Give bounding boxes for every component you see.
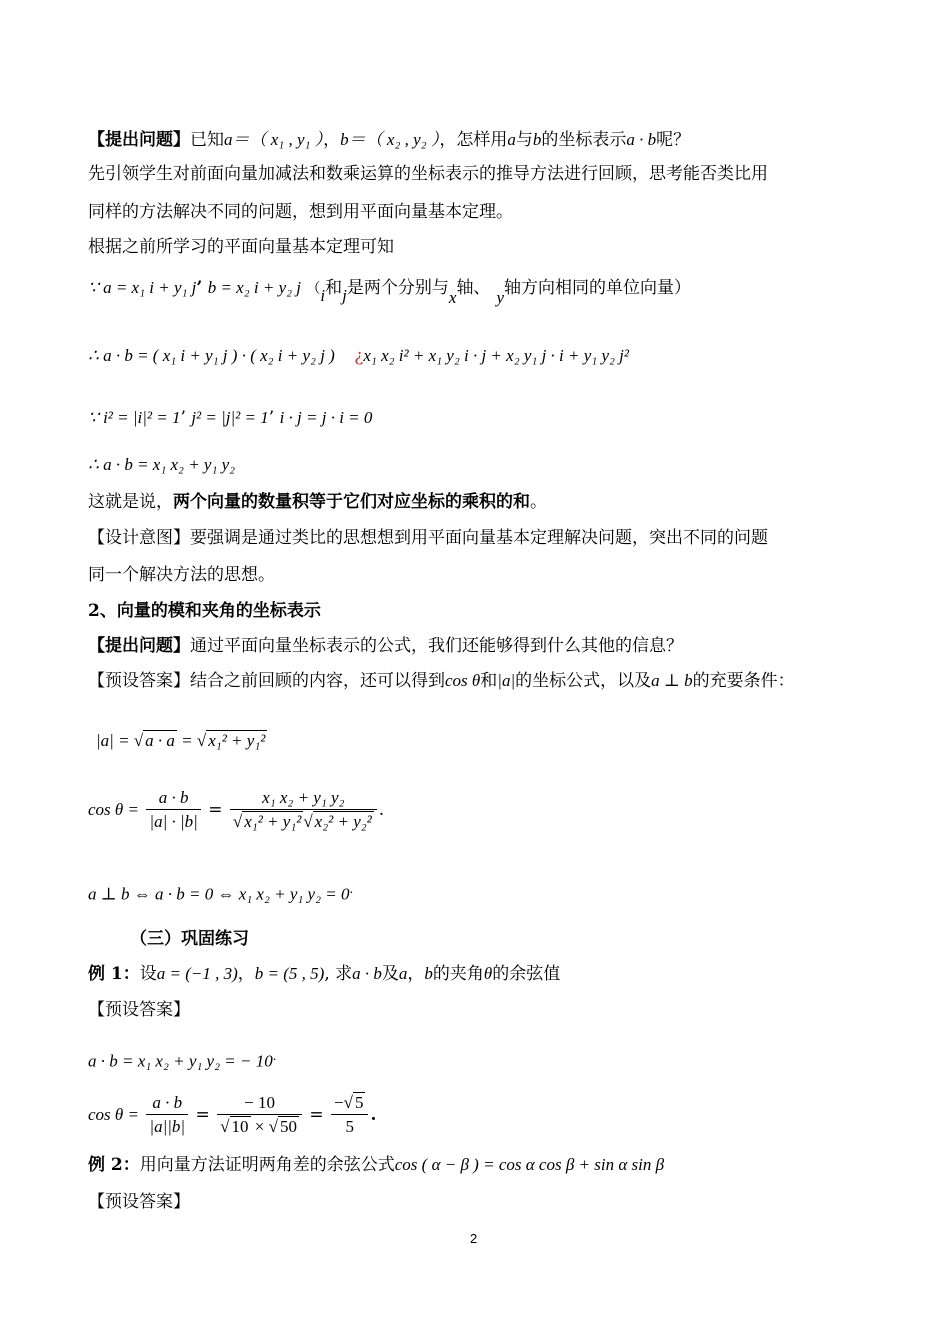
formula-line-because: ∵ a = x₁ i + y₁ j’ b = x₂ i + y₂ j （i和j是两个分别与x轴、 y轴方向相同的单位向量）	[88, 278, 691, 307]
formula-perpendicular: a ⊥ b ⇔ a · b = 0 ⇔ x₁ x₂ + y₁ y₂ = 0.	[88, 882, 354, 904]
formula-a: a＝（ x₁ , y₁ ）	[224, 130, 324, 149]
formula-line-unit: ∵ i² = |i|² = 1’ j² = |j|² = 1’ i · j = j · i = 0	[88, 408, 373, 428]
question-paragraph-2: 【提出问题】通过平面向量坐标表示的公式，我们还能够得到什么其他的信息？	[88, 636, 683, 656]
design-intent-text: 【设计意图】要强调是通过类比的思想想到用平面向量基本定理解决问题，突出不同的问题	[88, 528, 768, 548]
preset-answer-label: 【预设答案】	[88, 1000, 190, 1020]
conclusion-text: 这就是说，两个向量的数量积等于它们对应坐标的乘积的和。	[88, 492, 547, 512]
formula-modulus: |a| = √ a · a = √ x₁² + y₁²	[96, 731, 266, 750]
formula-b: b＝（ x₂ , y₂ ）	[340, 130, 440, 149]
formula-cosine: cos θ = $\frac{a \cdot b}{|a| \cdot |b|}$ = $\frac{\text{x₁ x₂ + y₁ y₂}}{\text{√ x₁² + y₁² √ x₂² + y₂²}}$ .	[88, 788, 385, 831]
question-paragraph-1: 【提出问题】已知a＝（ x₁ , y₁ ），b＝（ x₂ , y₂ ），怎样用a与b的坐标表示a · b呢？	[88, 130, 691, 150]
text-line: 同一个解决方法的思想。	[88, 565, 275, 585]
page-number: 2	[470, 1231, 478, 1246]
text-line: 根据之前所学习的平面向量基本定理可知	[88, 237, 394, 257]
preset-answer-text: 【预设答案】结合之前回顾的内容，还可以得到cos θ和|a|的坐标公式，以及a ⊥ b的充要条件：	[88, 671, 795, 691]
example-2: 例 2：用向量方法证明两角差的余弦公式cos ( α − β ) = cos α cos β + sin α sin β	[88, 1155, 665, 1175]
example-1: 例 1：设a = (−1 , 3)，b = (5 , 5), 求a · b及a，b的夹角θ的余弦值	[88, 964, 561, 984]
section-3-heading: （三）巩固练习	[130, 929, 249, 949]
preset-answer-label: 【预设答案】	[88, 1192, 190, 1212]
bracket-label: 【提出问题】	[88, 130, 190, 150]
formula-line-result: ∴ a · b = x₁ x₂ + y₁ y₂	[88, 455, 236, 474]
text-line: 先引领学生对前面向量加减法和数乘运算的坐标表示的推导方法进行回顾，思考能否类比用	[88, 164, 768, 184]
section-heading: 2、向量的模和夹角的坐标表示	[88, 601, 321, 621]
formula-dot-product: a · b = x₁ x₂ + y₁ y₂ = − 10.	[88, 1049, 277, 1071]
text-line: 同样的方法解决不同的问题，想到用平面向量基本定理。	[88, 202, 513, 222]
formula-cosine-example: cos θ = $\frac{a \cdot b}{|a||b|}$ = $\frac{- 10}{√ 10 \times √ 50}$ = $\frac{-√ 5}{5}$ .	[88, 1093, 377, 1136]
formula-line-expansion: ∴ a · b = ( x₁ i + y₁ j ) · ( x₂ i + y₂ j ) ¿x₁ x₂ i² + x₁ y₂ i · j + x₂ y₁ j · i + y₁ y₂ j²	[88, 346, 629, 366]
